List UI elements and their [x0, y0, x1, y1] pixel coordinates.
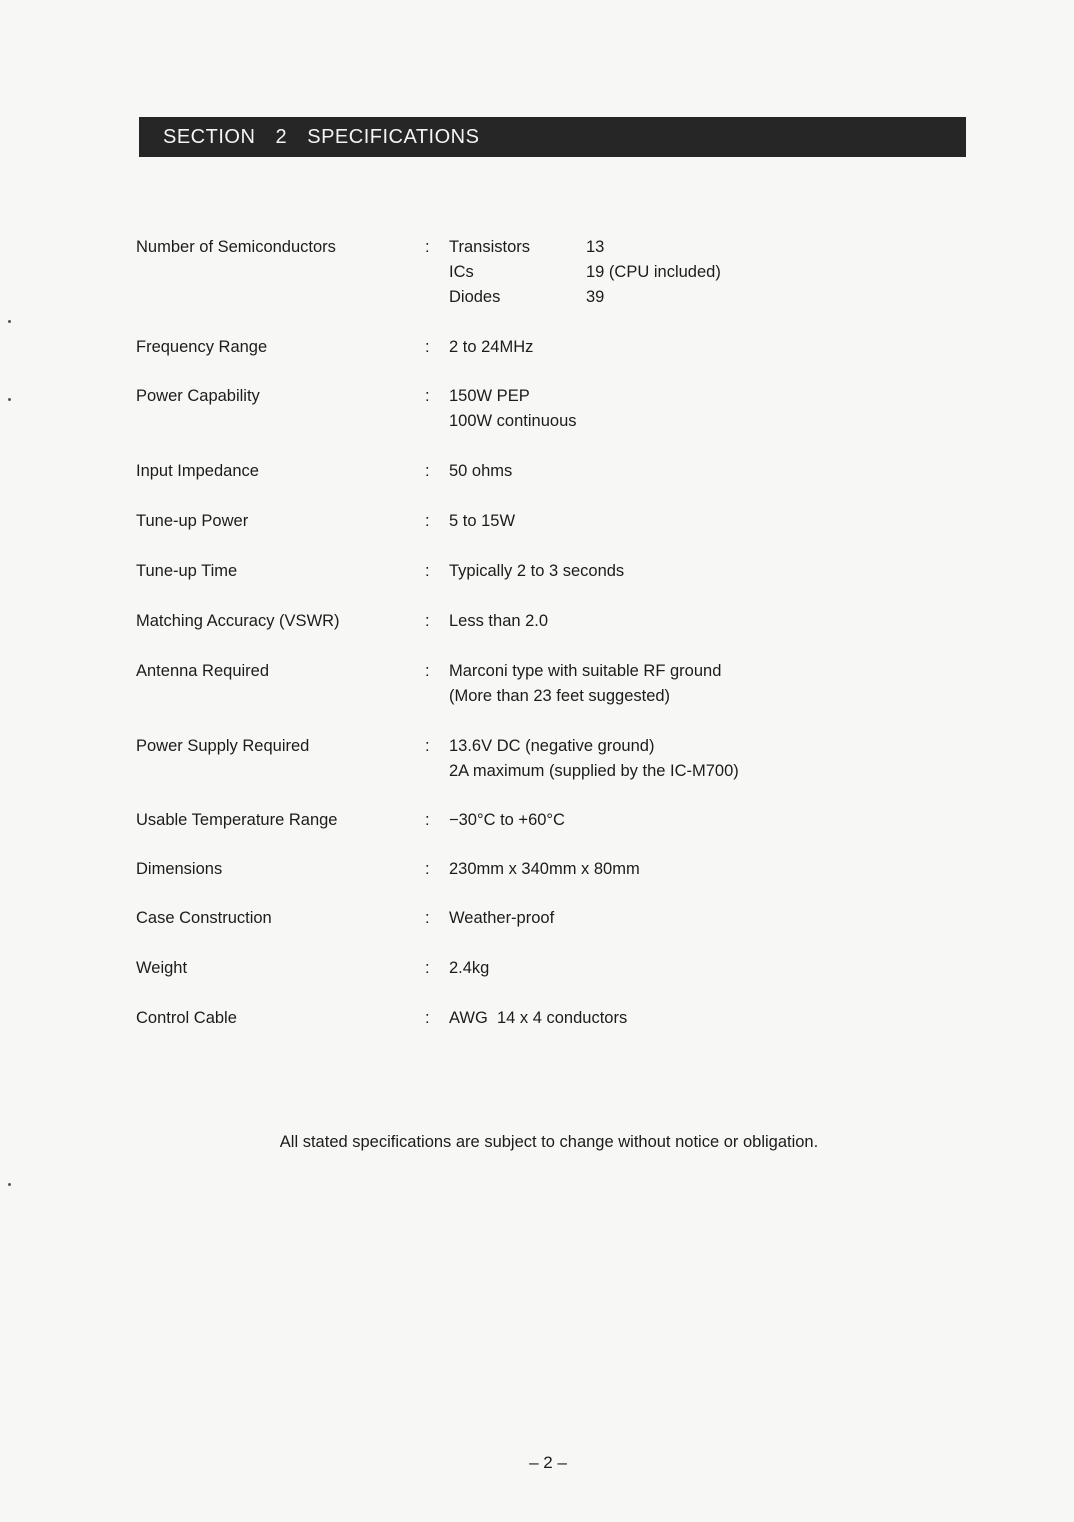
spec-value-line2: (More than 23 feet suggested) [449, 687, 671, 705]
spec-label: Antenna Required [136, 662, 270, 680]
spec-colon: : [425, 811, 430, 829]
page-number: – 2 – [529, 1453, 567, 1472]
spec-label: Control Cable [136, 1009, 237, 1027]
spec-colon: : [425, 238, 430, 256]
spec-value: 2.4kg [449, 959, 490, 977]
spec-value: Marconi type with suitable RF ground [449, 662, 722, 680]
spec-label: Input Impedance [136, 462, 259, 480]
spec-value: Less than 2.0 [449, 612, 549, 630]
edge-speck [8, 320, 11, 323]
spec-colon: : [425, 387, 430, 405]
spec-value: 150W PEP [449, 387, 530, 405]
spec-label: Power Supply Required [136, 737, 310, 755]
semiconductor-name: Transistors [449, 238, 530, 256]
spec-label: Power Capability [136, 387, 260, 405]
spec-value: 50 ohms [449, 462, 513, 480]
spec-label: Dimensions [136, 860, 223, 878]
edge-speck [8, 1183, 11, 1186]
spec-colon: : [425, 1009, 430, 1027]
specification-notice: All stated specifications are subject to change without notice or obligation. [279, 1133, 819, 1151]
spec-label: Usable Temperature Range [136, 811, 338, 829]
spec-label: Frequency Range [136, 338, 268, 356]
spec-colon: : [425, 612, 430, 630]
spec-value: AWG 14 x 4 conductors [449, 1009, 628, 1027]
spec-value: −30°C to +60°C [449, 811, 565, 829]
spec-colon: : [425, 737, 430, 755]
spec-colon: : [425, 338, 430, 356]
spec-colon: : [425, 562, 430, 580]
semiconductor-count: 39 [586, 288, 605, 306]
spec-colon: : [425, 909, 430, 927]
spec-colon: : [425, 959, 430, 977]
spec-value: 2 to 24MHz [449, 338, 534, 356]
section-title: SECTION 2 SPECIFICATIONS [163, 125, 480, 148]
spec-value: Weather-proof [449, 909, 555, 927]
spec-value-line2: 100W continuous [449, 412, 577, 430]
spec-label: Tune-up Power [136, 512, 249, 530]
semiconductor-count: 13 [586, 238, 605, 256]
spec-value: 5 to 15W [449, 512, 516, 530]
semiconductor-name: ICs [449, 263, 474, 281]
spec-value: Typically 2 to 3 seconds [449, 562, 625, 580]
spec-label: Tune-up Time [136, 562, 238, 580]
edge-speck [8, 398, 11, 401]
spec-colon: : [425, 860, 430, 878]
spec-value: 230mm x 340mm x 80mm [449, 860, 640, 878]
semiconductor-count: 19 (CPU included) [586, 263, 721, 281]
spec-colon: : [425, 462, 430, 480]
section-header [139, 117, 966, 157]
spec-label: Case Construction [136, 909, 272, 927]
spec-colon: : [425, 662, 430, 680]
spec-label: Matching Accuracy (VSWR) [136, 612, 340, 630]
spec-colon: : [425, 512, 430, 530]
semiconductor-name: Diodes [449, 288, 501, 306]
spec-label: Number of Semiconductors [136, 238, 336, 256]
spec-value-line2: 2A maximum (supplied by the IC-M700) [449, 762, 739, 780]
spec-label: Weight [136, 959, 188, 977]
spec-value: 13.6V DC (negative ground) [449, 737, 655, 755]
